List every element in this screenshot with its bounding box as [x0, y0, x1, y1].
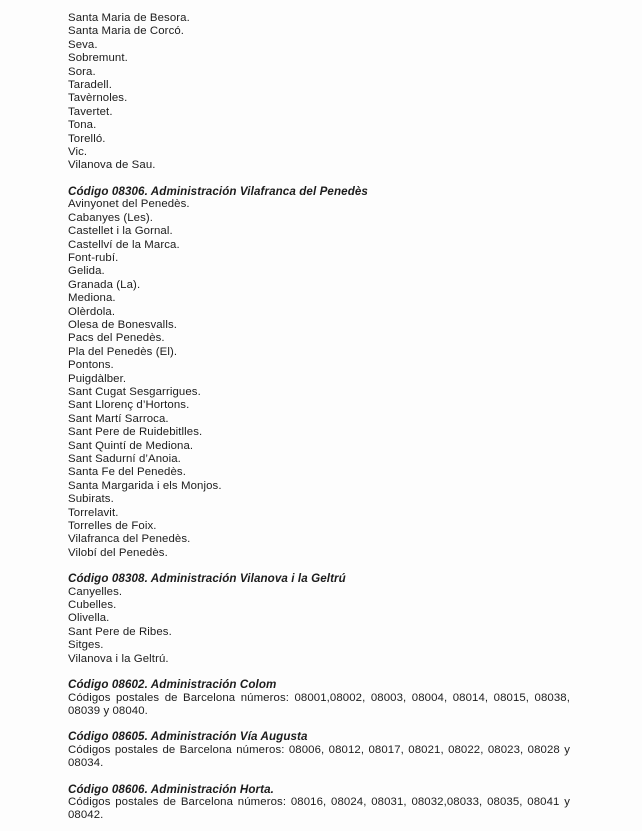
section-heading: Código 08606. Administración Horta. [68, 782, 274, 796]
municipality-item: Tavertet. [68, 105, 113, 118]
municipality-item: Sant Sadurní d’Anoia. [68, 453, 181, 465]
section-heading: Código 08602. Administración Colom [68, 678, 277, 692]
municipality-item: Olèrdola. [68, 305, 116, 318]
municipality-item: Granada (La). [68, 278, 141, 291]
municipality-item: Olivella. [68, 612, 110, 625]
municipality-item: Seva. [68, 38, 98, 51]
municipality-item: Puigdàlber. [68, 372, 127, 385]
municipality-item: Sant Pere de Ribes. [68, 625, 172, 638]
municipality-item: Sant Martí Sarroca. [68, 412, 169, 425]
municipality-item: Sant Cugat Sesgarrigues. [68, 385, 201, 398]
postal-codes-paragraph: Códigos postales de Barcelona números: 08006, 08012, 08017, 08021, 08022, 08023, 08028 y 08034. [68, 743, 570, 770]
municipality-item: Santa Maria de Besora. [68, 12, 190, 24]
municipality-item: Cabanyes (Les). [68, 211, 154, 224]
municipality-item: Sant Pere de Ruidebitlles. [68, 426, 203, 439]
section-heading: Código 08308. Administración Vilanova i la Geltrú [68, 572, 346, 586]
municipality-item: Castellví de la Marca. [68, 238, 180, 251]
municipality-item: Taradell. [68, 79, 112, 92]
municipality-item: Santa Margarida i els Monjos. [68, 479, 222, 492]
municipality-item: Gelida. [68, 265, 105, 278]
municipality-item: Sitges. [68, 639, 104, 652]
municipality-item: Sant Llorenç d’Hortons. [68, 399, 190, 412]
municipality-item: Pla del Penedès (El). [68, 345, 178, 358]
municipality-item: Pacs del Penedès. [68, 332, 165, 345]
municipality-item: Santa Fe del Penedès. [68, 466, 186, 479]
municipality-item: Torrelles de Foix. [68, 520, 157, 533]
municipality-item: Vic. [68, 146, 88, 159]
postal-codes-paragraph: Códigos postales de Barcelona números: 08016, 08024, 08031, 08032,08033, 08035, 08041 y 08042. [68, 795, 570, 822]
municipality-item: Olesa de Bonesvalls. [68, 318, 178, 331]
document-content [68, 12, 570, 823]
municipality-list [68, 586, 570, 666]
municipality-list [68, 12, 570, 173]
municipality-item: Canyelles. [68, 585, 123, 598]
municipality-item: Sant Quintí de Mediona. [68, 439, 194, 452]
municipality-list [68, 198, 570, 560]
municipality-item: Tavèrnoles. [68, 92, 128, 105]
section-heading: Código 08605. Administración Vía Augusta [68, 730, 308, 744]
municipality-item: Sobremunt. [68, 52, 128, 65]
municipality-item: Font-rubí. [68, 251, 119, 264]
municipality-item: Tona. [68, 119, 97, 132]
municipality-item: Castellet i la Gornal. [68, 225, 173, 238]
municipality-item: Vilanova de Sau. [68, 159, 156, 172]
postal-codes-paragraph: Códigos postales de Barcelona números: 08001,08002, 08003, 08004, 08014, 08015, 08038, 08039 y 08040. [68, 691, 570, 717]
municipality-item: Sora. [68, 65, 96, 78]
municipality-item: Cubelles. [68, 599, 117, 612]
municipality-item: Pontons. [68, 359, 114, 372]
section-heading: Código 08306. Administración Vilafranca del Penedès [68, 184, 368, 198]
municipality-item: Avinyonet del Penedès. [68, 198, 190, 211]
municipality-item: Mediona. [68, 292, 116, 305]
municipality-item: Subirats. [68, 493, 114, 506]
municipality-item: Torelló. [68, 132, 106, 145]
municipality-item: Torrelavit. [68, 506, 119, 519]
municipality-item: Vilanova i la Geltrú. [68, 652, 169, 665]
municipality-item: Vilafranca del Penedès. [68, 533, 191, 546]
municipality-item: Santa Maria de Corcó. [68, 25, 185, 38]
municipality-item: Vilobí del Penedès. [68, 546, 168, 559]
